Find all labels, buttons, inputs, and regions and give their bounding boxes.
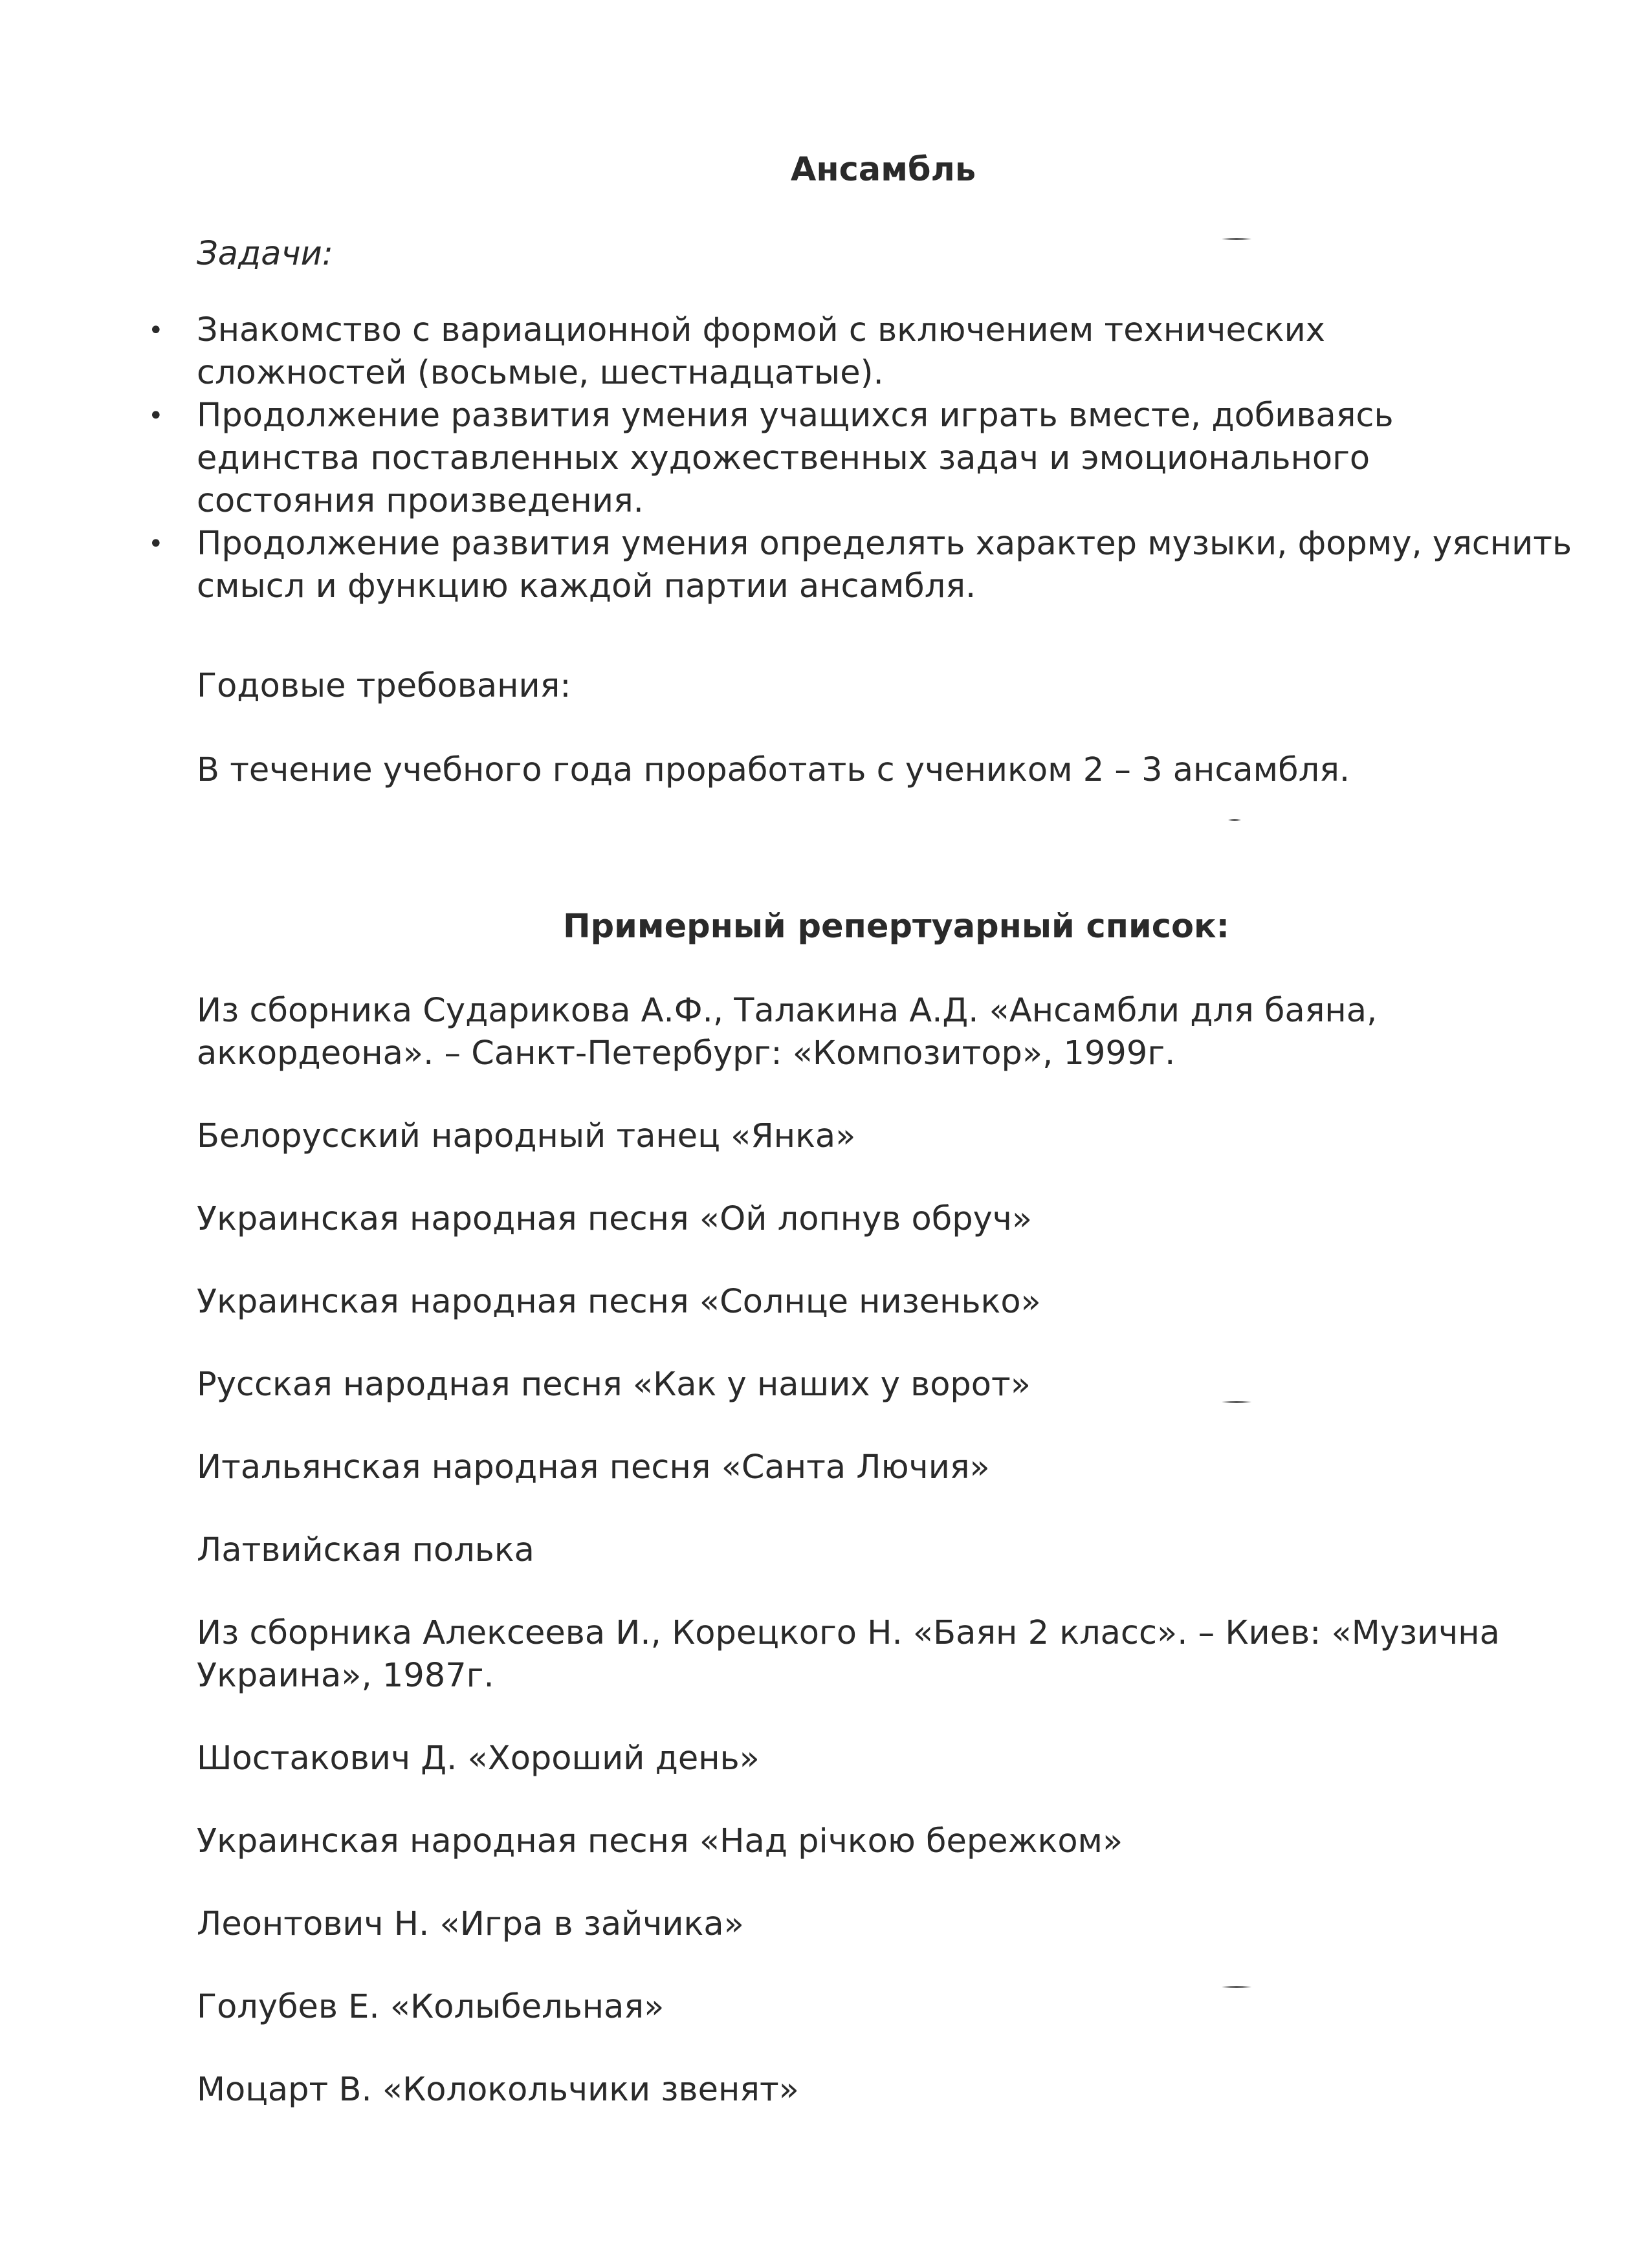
- list-item: Леонтович Н. «Игра в зайчика»: [197, 1905, 744, 1943]
- list-item: Итальянская народная песня «Санта Лючия»: [197, 1448, 990, 1487]
- list-item: Моцарт В. «Колокольчики звенят»: [197, 2071, 799, 2109]
- tasks-heading: Задачи:: [197, 235, 333, 273]
- list-item: [148, 309, 1588, 395]
- repertoire-list: [197, 990, 1588, 2152]
- page-title: Ансамбль: [790, 151, 976, 189]
- list-item: Белорусский народный танец «Янка»: [197, 1117, 856, 1155]
- list-item: [148, 523, 1588, 608]
- bullet-icon: •: [148, 316, 164, 345]
- scan-artifact: [1228, 819, 1241, 821]
- list-item-text: Продолжение развития умения определять характер музыки, форму, уяснить смысл и функцию каждой партии ансамбля.: [197, 525, 1572, 605]
- list-item: Из сборника Сударикова А.Ф., Талакина А.Д. «Ансамбли для баяна, аккордеона». – Санкт-Петербург: «Композитор», 1999г.: [197, 992, 1378, 1073]
- list-item: Из сборника Алексеева И., Корецкого Н. «Баян 2 класс». – Киев: «Музична Украина», 1987г.: [197, 1614, 1500, 1695]
- list-item-text: Знакомство с вариационной формой с включением технических сложностей (восьмые, шестнадцатые).: [197, 311, 1325, 392]
- bullet-icon: •: [148, 401, 164, 431]
- list-item: Голубев Е. «Колыбельная»: [197, 1988, 665, 2026]
- tasks-list: [148, 309, 1588, 608]
- list-item: Шостакович Д. «Хороший день»: [197, 1739, 760, 1778]
- annual-heading: Годовые требования:: [197, 667, 571, 705]
- list-item: [148, 395, 1588, 523]
- scan-artifact: [1222, 238, 1251, 240]
- list-item: Украинская народная песня «Солнце низенько»: [197, 1283, 1041, 1321]
- scan-artifact: [1222, 1401, 1251, 1403]
- list-item: Русская народная песня «Как у наших у ворот»: [197, 1366, 1031, 1404]
- list-item: Латвийская полька: [197, 1531, 534, 1569]
- list-item: Украинская народная песня «Ой лопнув обруч»: [197, 1200, 1033, 1238]
- bullet-icon: •: [148, 529, 164, 559]
- scan-artifact: [1222, 1986, 1251, 1988]
- annual-text: В течение учебного года проработать с учеником 2 – 3 ансамбля.: [197, 751, 1350, 789]
- repertoire-heading: Примерный репертуарный список:: [562, 908, 1230, 946]
- list-item-text: Продолжение развития умения учащихся играть вместе, добиваясь единства поставленных художественных задач и эмоционального состояния произведения.: [197, 397, 1394, 520]
- list-item: Украинская народная песня «Над рiчкою бережком»: [197, 1822, 1123, 1860]
